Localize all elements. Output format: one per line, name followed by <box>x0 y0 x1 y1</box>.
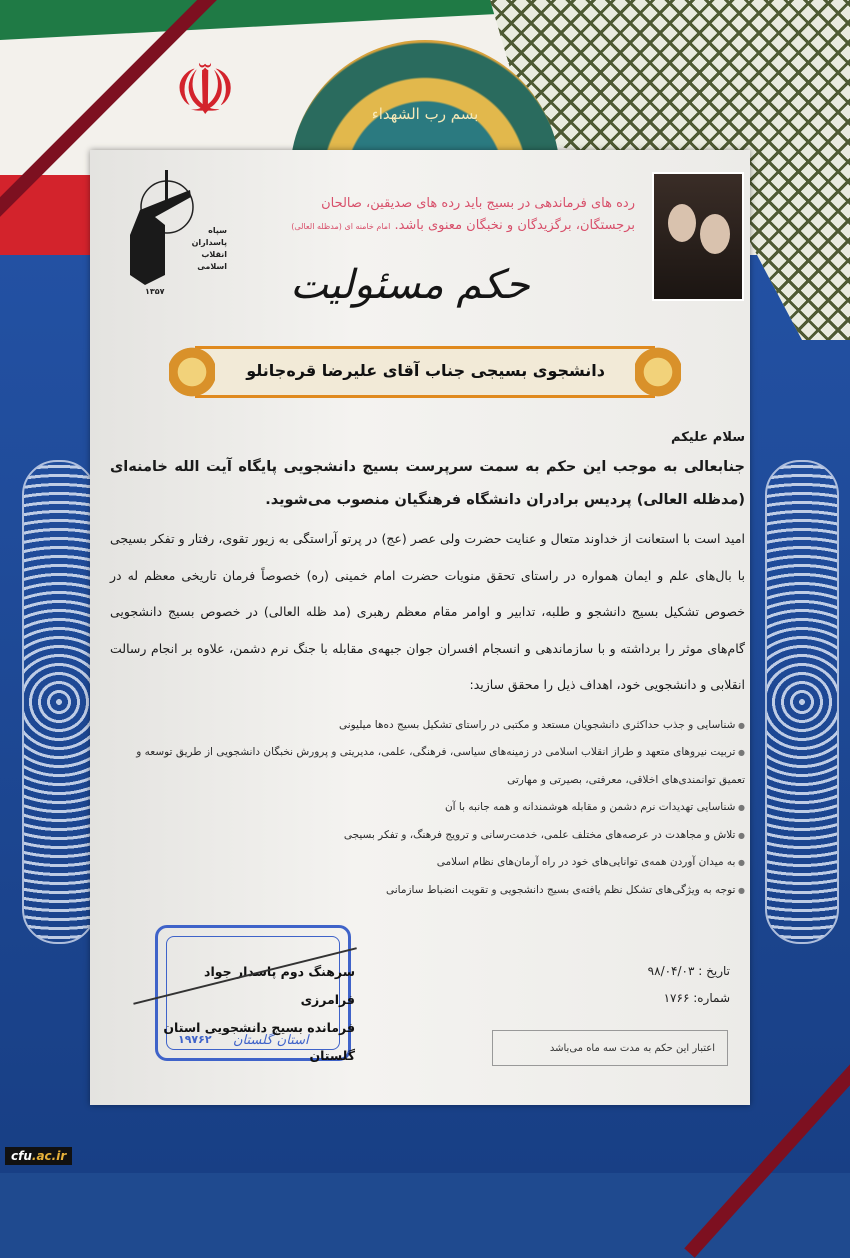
logo-org-name: سپاه پاسداران انقلاب اسلامی <box>191 226 227 271</box>
date-number-block <box>648 958 730 1012</box>
salutation: سلام علیکم <box>671 430 745 445</box>
site-watermark <box>5 1147 72 1165</box>
signer-title: فرمانده بسیج دانشجویی استان گلستان <box>163 1020 355 1063</box>
iran-emblem-icon: ☫ <box>173 49 237 131</box>
rifle-emblem-icon <box>125 165 195 285</box>
recipient-banner <box>195 346 655 398</box>
stamp-city: استان گلستان <box>233 1033 309 1048</box>
medallion-text: بسم رب الشهداء <box>371 105 479 123</box>
appointment-text: جنابعالی به موجب این حکم به سمت سرپرست بسیج دانشجویی پایگاه آیت الله خامنه‌ای (مدظله العالی) پردیس برادران دانشگاه فرهنگیان منصوب می‌شوید. <box>110 459 745 508</box>
body-paragraph: امید است با استعانت از خداوند متعال و عنایت حضرت ولی عصر (عج) در پرتو آراستگی به زیور تقوی، رفتار و تفکر بسیجی با بال‌های علم و ایمان همواره در راستای تحقق منویات حضرت امام خمینی (ره) خصوصاً فرمان تاریخی معظم له در خصوص تشکیل بسیج دانشجو و طلبه، تدابیر و اوامر مقام معظم رهبری (مد ظله العالی) در خصوص بسیج دانشجویی گام‌های موثر را برداشته و با سازماندهی و انسجام افسران جوان جبهه‌ی مقابله با جنگ نرم دشمن، علاوه بر انجام رسالت انقلابی و دانشجویی خود، اهداف ذیل را محقق سازید: <box>110 531 745 692</box>
goals-list <box>110 712 745 905</box>
quote-line-2: برجستگان، برگزیدگان و نخبگان معنوی باشد. <box>394 218 635 233</box>
list-item: ● تربیت نیروهای متعهد و طراز انقلاب اسلامی در زمینه‌های سیاسی، فرهنگی، علمی، مدیریتی و پرورش نخبگان دانشجویی از طریق توسعه و تعمیق توانمندی‌های اخلاقی، معرفتی، بصیرتی و مهارتی <box>110 739 745 794</box>
quote-line-1: رده های فرماندهی در بسیج باید رده های صدیقین، صالحان <box>321 196 635 211</box>
leaders-portrait <box>652 172 744 301</box>
list-item: ● به میدان آوردن همه‌ی توانایی‌های خود در راه آرمان‌های نظام اسلامی <box>110 849 745 877</box>
list-item: ● تلاش و مجاهدت در عرصه‌های مختلف علمی، خدمت‌رسانی و ترویج فرهنگ، و تفکر بسیجی <box>110 822 745 850</box>
signer-block <box>155 958 355 1070</box>
leader-quote <box>220 193 635 238</box>
stamp-number: ۱۹۷۶۲ <box>178 1033 212 1046</box>
list-item: ● شناسایی تهدیدات نرم دشمن و مقابله هوشمندانه و همه جانبه با آن <box>110 794 745 822</box>
watermark-brand: cfu <box>11 1149 32 1163</box>
certificate-body <box>110 430 745 904</box>
list-item: ● توجه به ویژگی‌های تشکل نظم یافته‌ی بسیج دانشجویی و تقویت انضباط سازمانی <box>110 877 745 905</box>
logo-year: ۱۳۵۷ <box>145 287 165 296</box>
watermark-domain: .ac.ir <box>31 1149 67 1163</box>
certificate <box>90 150 750 1105</box>
ornament-right <box>765 460 839 944</box>
signer-name: سرهنگ دوم پاسدار جواد فرامرزی <box>204 964 355 1007</box>
page-title: حکم مسئولیت <box>290 262 530 308</box>
recipient-name: دانشجوی بسیجی جناب آقای علیرضا قره‌جانلو <box>246 361 605 380</box>
date-label: تاریخ : <box>698 964 730 978</box>
ornament-left <box>22 460 96 944</box>
banner-ornament-right <box>635 339 681 405</box>
number-label: شماره: <box>693 991 730 1005</box>
quote-attribution: امام خامنه ای (مدظله العالی) <box>291 222 391 231</box>
number-value: ۱۷۶۶ <box>663 991 690 1005</box>
date-value: ۹۸/۰۴/۰۳ <box>647 964 695 978</box>
validity-note: اعتبار این حکم به مدت سه ماه می‌باشد <box>492 1030 728 1066</box>
list-item: ● شناسایی و جذب حداکثری دانشجویان مستعد و مکتبی در راستای تشکیل بسیج ده‌ها میلیونی <box>110 712 745 740</box>
